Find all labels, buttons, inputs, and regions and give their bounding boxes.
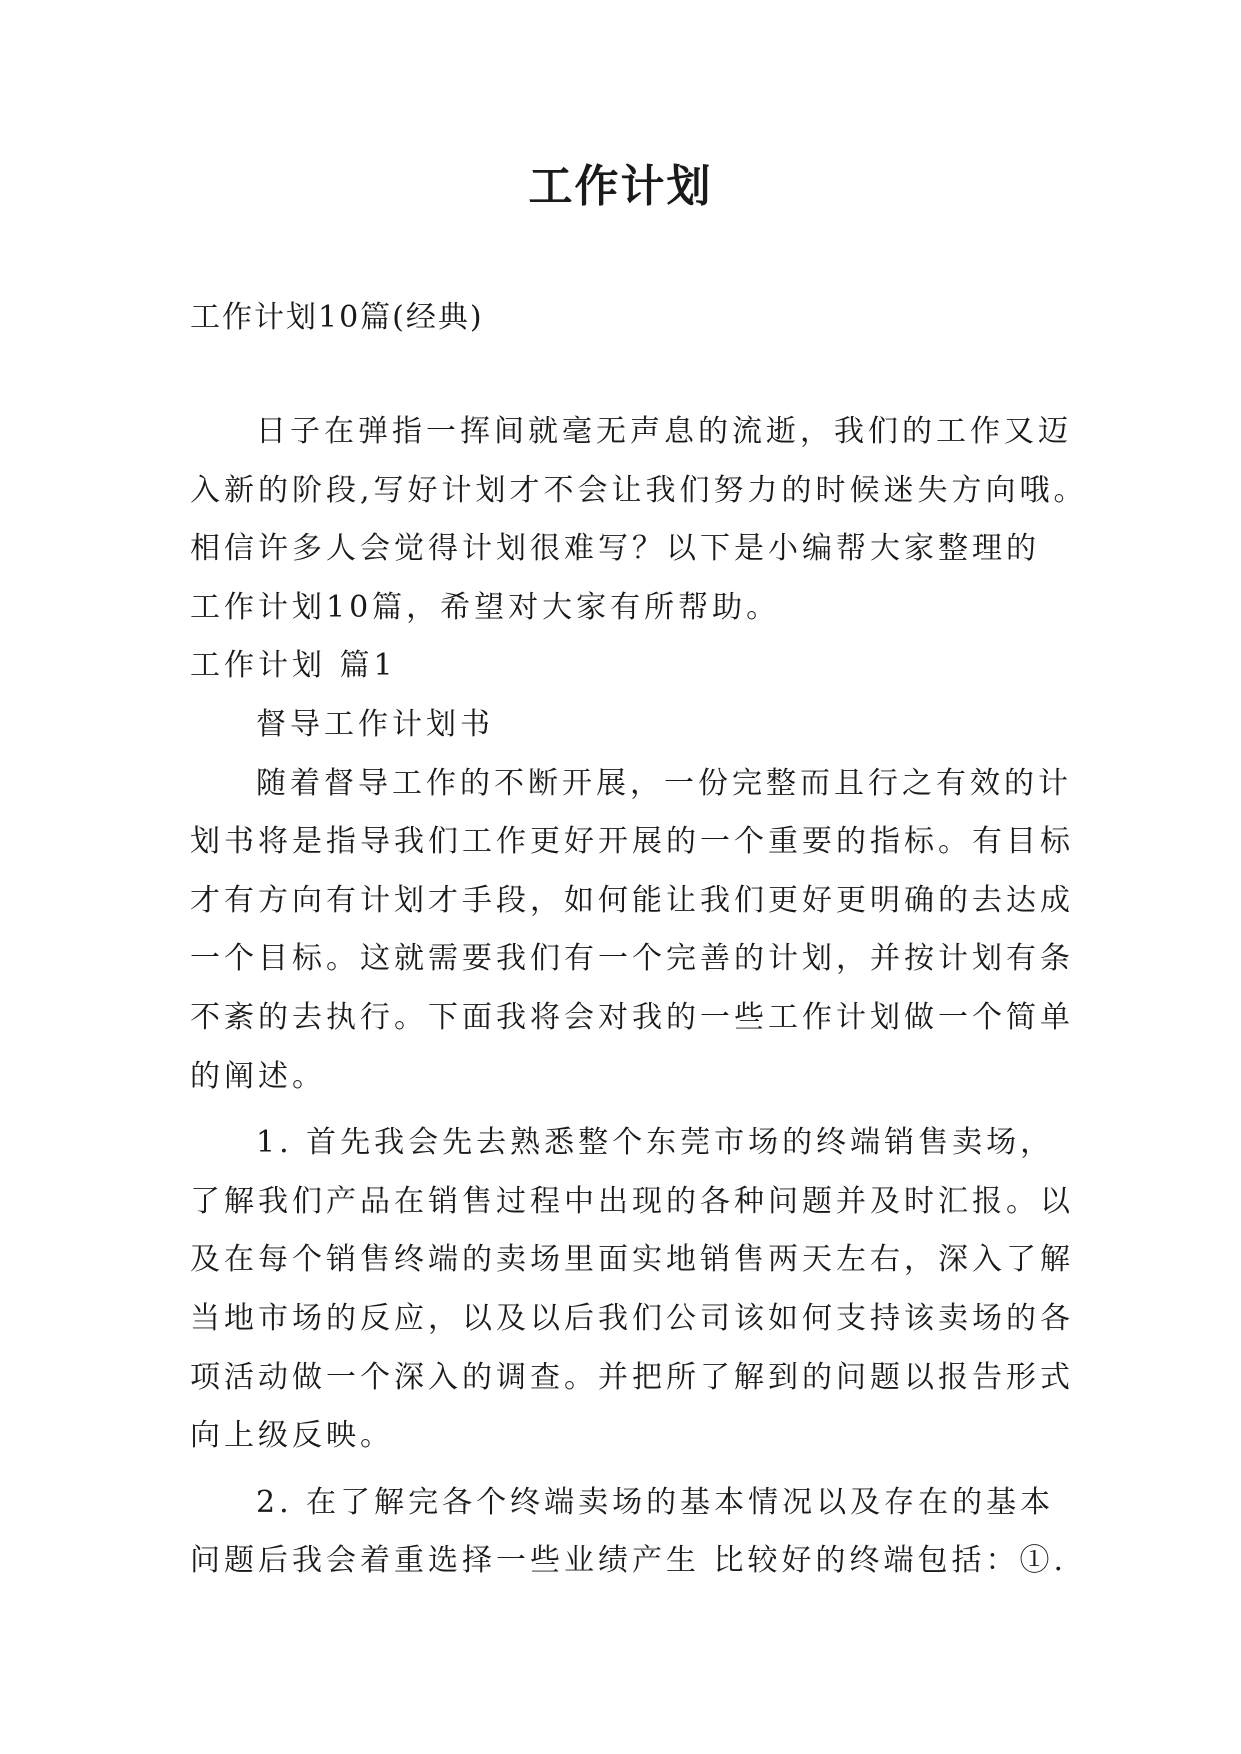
document-body — [190, 403, 1088, 1591]
page-title: 工作计划 — [528, 161, 713, 212]
body-line: 的阐述。 — [190, 1058, 326, 1094]
body-line: 了解我们产品在销售过程中出现的各种问题并及时汇报。以 — [190, 1183, 1074, 1219]
body-line: 工作计划10篇，希望对大家有所帮助。 — [190, 589, 781, 625]
body-line: 及在每个销售终端的卖场里面实地销售两天左右，深入了解 — [190, 1242, 1074, 1278]
section-subheading: 督导工作计划书 — [256, 706, 494, 742]
section-heading: 工作计划 篇1 — [190, 648, 397, 684]
body-line: 问题后我会着重选择一些业绩产生 比较好的终端包括：①. — [190, 1543, 1068, 1579]
body-line: 相信许多人会觉得计划很难写？以下是小编帮大家整理的 — [190, 531, 1040, 567]
body-line: 向上级反映。 — [190, 1418, 394, 1454]
body-line: 划书将是指导我们工作更好开展的一个重要的指标。有目标 — [190, 824, 1074, 860]
document-subtitle: 工作计划10篇(经典) — [190, 300, 484, 335]
body-line: 当地市场的反应，以及以后我们公司该如何支持该卖场的各 — [190, 1300, 1074, 1336]
body-line: 才有方向有计划才手段，如何能让我们更好更明确的去达成 — [190, 882, 1074, 918]
body-line: 随着督导工作的不断开展，一份完整而且行之有效的计 — [256, 765, 1072, 801]
list-item-2: 2. 在了解完各个终端卖场的基本情况以及存在的基本 — [256, 1484, 1055, 1520]
body-line: 不紊的去执行。下面我将会对我的一些工作计划做一个简单 — [190, 999, 1074, 1035]
body-line: 项活动做一个深入的调查。并把所了解到的问题以报告形式 — [190, 1359, 1074, 1395]
body-line: 日子在弹指一挥间就毫无声息的流逝，我们的工作又迈 — [256, 414, 1072, 449]
body-line: 一个目标。这就需要我们有一个完善的计划，并按计划有条 — [190, 941, 1074, 977]
list-item-1: 1. 首先我会先去熟悉整个东莞市场的终端销售卖场， — [256, 1125, 1055, 1161]
body-line: 入新的阶段,写好计划才不会让我们努力的时候迷失方向哦。 — [190, 472, 1088, 508]
